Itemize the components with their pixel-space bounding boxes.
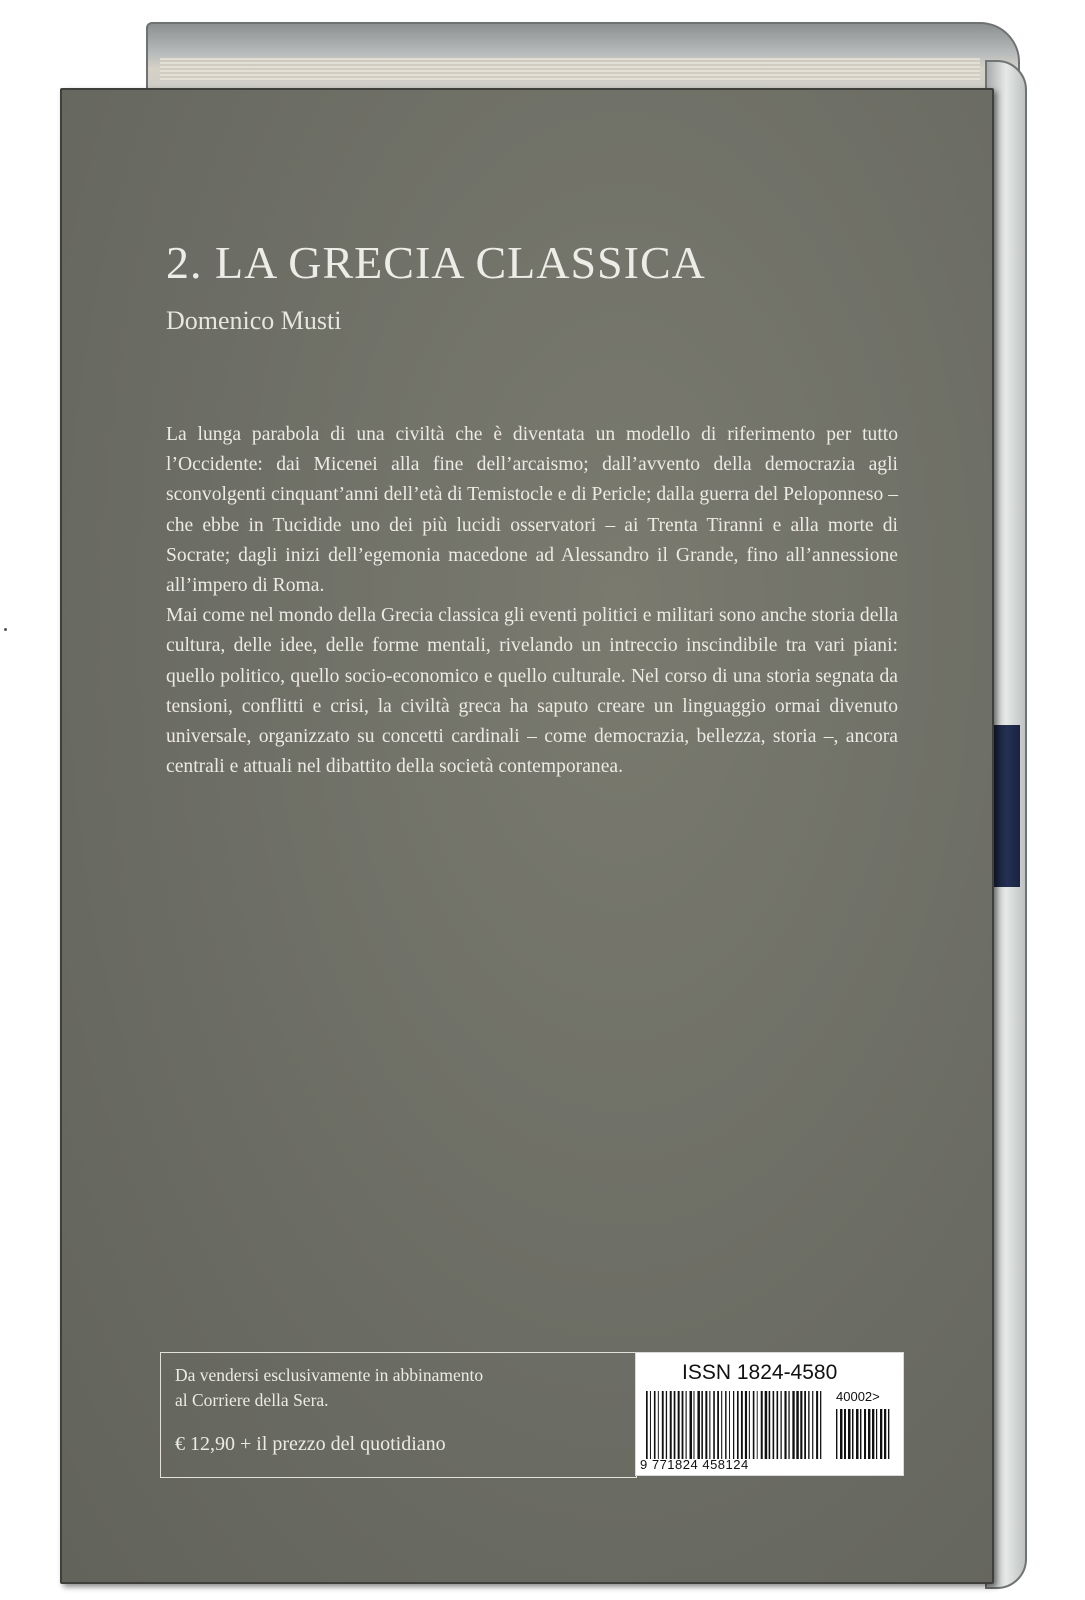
barcode-stripe — [741, 1391, 743, 1459]
barcode-stripe — [860, 1409, 861, 1459]
barcode-stripe — [812, 1391, 813, 1459]
barcode-addon-number: 40002> — [836, 1389, 880, 1404]
barcode-stripe — [713, 1391, 715, 1459]
barcode-stripe — [654, 1391, 656, 1459]
barcode-stripe — [757, 1391, 758, 1459]
barcode-stripe — [666, 1391, 667, 1459]
barcode-stripe — [646, 1391, 648, 1459]
barcode-stripe — [880, 1409, 882, 1459]
barcode-stripe — [753, 1391, 755, 1459]
barcode-stripe — [808, 1391, 809, 1459]
page-block-edge — [160, 58, 980, 80]
issn-number: ISSN 1824-4580 — [682, 1361, 838, 1384]
barcode-stripe — [705, 1391, 707, 1459]
barcode-stripe — [773, 1391, 775, 1459]
barcode-stripe — [844, 1409, 846, 1459]
barcode-stripe — [769, 1391, 771, 1459]
barcode-stripe — [717, 1391, 719, 1459]
barcode-stripe — [836, 1409, 837, 1459]
barcode-stripe — [709, 1391, 710, 1459]
barcode-stripe — [884, 1409, 886, 1459]
barcode-addon-bars — [836, 1409, 892, 1459]
barcode-stripe — [784, 1391, 786, 1459]
barcode-stripe — [888, 1409, 889, 1459]
barcode-stripe — [864, 1409, 866, 1459]
barcode-label — [635, 1352, 904, 1476]
barcode-bars — [646, 1391, 824, 1459]
sale-notice-line-2: al Corriere della Sera. — [175, 1390, 329, 1410]
barcode-stripe — [780, 1391, 781, 1459]
barcode-number: 9 771824 458124 — [640, 1457, 749, 1472]
barcode-stripe — [670, 1391, 672, 1459]
barcode-stripe — [697, 1391, 700, 1459]
barcode-stripe — [804, 1391, 806, 1459]
barcode-stripe — [796, 1391, 798, 1459]
barcode-stripe — [848, 1409, 851, 1459]
sale-notice-line-1: Da vendersi esclusivamente in abbinamento — [175, 1365, 484, 1385]
barcode-stripe — [721, 1391, 722, 1459]
barcode-stripe — [840, 1409, 842, 1459]
blurb-paragraph-2: Mai come nel mondo della Grecia classica gli eventi politici e militari sono anche storia della cultura, delle idee, delle forme mentali, rivelando un intreccio inscindibile tra vari piani: quello politico, quello socio-economico e quello culturale. Nel corso di una storia segnata da tensioni, conflitti e crisi, la civiltà greca ha saputo creare un linguaggio ormai divenuto universale, organizzato su concetti cardinali – come democrazia, bellezza, storia –, ancora centrali e attuali nel dibattito della società contemporanea. — [166, 605, 898, 778]
barcode-stripe — [820, 1391, 821, 1459]
barcode-stripe — [788, 1391, 789, 1459]
barcode-stripe — [765, 1391, 768, 1459]
barcode-stripe — [690, 1391, 692, 1459]
barcode-stripe — [876, 1409, 877, 1459]
barcode-stripe — [686, 1391, 687, 1459]
barcode-stripe — [761, 1391, 763, 1459]
barcode-stripe — [856, 1409, 859, 1459]
sale-notice-box — [160, 1352, 637, 1478]
barcode-stripe — [678, 1391, 680, 1459]
book-blurb — [166, 420, 898, 782]
barcode-stripe — [701, 1391, 703, 1459]
barcode-stripe — [800, 1391, 802, 1459]
blurb-paragraph-1: La lunga parabola di una civiltà che è diventata un modello di riferimento per tutto l’Occidente: dai Micenei alla fine dell’arcaismo; dall’avvento della democrazia agli sconvolgenti cinquant’anni dell’età di Temistocle e di Pericle; dalla guerra del Peloponneso – che ebbe in Tucidide uno dei più lucidi osservatori – ai Trenta Tiranni e alla morte di Socrate; dagli inizi dell’egemonia macedone ad Alessandro il Grande, fino all’annessione all’impero di Roma. — [166, 424, 898, 597]
barcode-stripe — [729, 1391, 730, 1459]
barcode-stripe — [749, 1391, 750, 1459]
barcode-stripe — [733, 1391, 734, 1459]
barcode-stripe — [872, 1409, 874, 1459]
barcode-stripe — [682, 1391, 684, 1459]
barcode-stripe — [725, 1391, 726, 1459]
barcode-stripe — [737, 1391, 739, 1459]
barcode-stripe — [650, 1391, 651, 1459]
barcode-stripe — [792, 1391, 794, 1459]
barcode-stripe — [662, 1391, 664, 1459]
barcode-stripe — [852, 1409, 853, 1459]
barcode-stripe — [674, 1391, 676, 1459]
barcode-stripe — [658, 1391, 659, 1459]
barcode-stripe — [693, 1391, 694, 1459]
barcode-stripe — [745, 1391, 747, 1459]
book-author: Domenico Musti — [166, 306, 342, 335]
book-title: 2. LA GRECIA CLASSICA — [166, 237, 706, 288]
barcode-stripe — [777, 1391, 779, 1459]
barcode-stripe — [816, 1391, 818, 1459]
price-label: € 12,90 + il prezzo del quotidiano — [175, 1433, 446, 1455]
speck — [4, 628, 7, 631]
barcode-stripe — [868, 1409, 870, 1459]
